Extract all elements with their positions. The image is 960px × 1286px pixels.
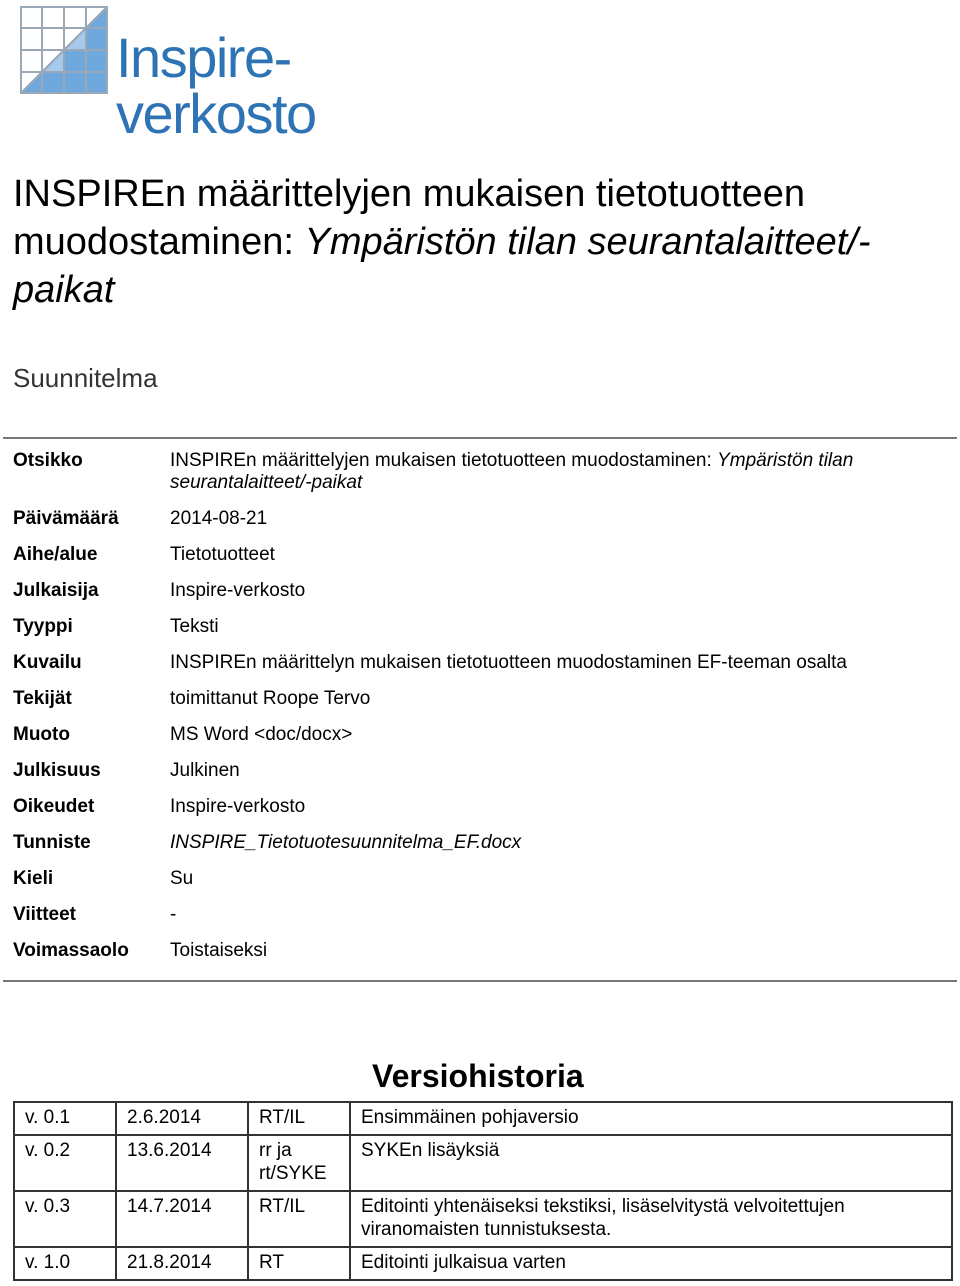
version-cell: v. 0.3 <box>14 1191 116 1247</box>
metadata-key: Kuvailu <box>13 652 82 673</box>
metadata-row-paivamaara <box>13 508 933 530</box>
author-cell: rr ja rt/SYKE <box>248 1135 350 1191</box>
metadata-key: Julkisuus <box>13 760 101 781</box>
title-regular: INSPIREn määrittelyjen mukaisen tietotuotteen muodostaminen: <box>13 173 806 263</box>
metadata-value-italic: INSPIRE_Tietotuotesuunnitelma_EF.docx <box>170 832 522 853</box>
table-row <box>14 1102 952 1135</box>
grid-logo-icon <box>20 6 112 94</box>
version-cell: v. 0.2 <box>14 1135 116 1191</box>
metadata-row-voimassaolo <box>13 940 933 962</box>
metadata-row-tunniste <box>13 832 933 854</box>
document-title <box>13 170 943 314</box>
author-cell: RT <box>248 1247 350 1280</box>
version-cell: v. 1.0 <box>14 1247 116 1280</box>
description-cell: Ensimmäinen pohjaversio <box>350 1102 952 1135</box>
metadata-value: Teksti <box>170 616 219 637</box>
metadata-key: Kieli <box>13 868 54 889</box>
author-cell: RT/IL <box>248 1102 350 1135</box>
metadata-key: Tekijät <box>13 688 72 709</box>
metadata-row-tyyppi <box>13 616 933 638</box>
metadata-row-kieli <box>13 868 933 890</box>
metadata-row-julkaisija <box>13 580 933 602</box>
metadata-value: Inspire-verkosto <box>170 796 306 817</box>
metadata-key: Päivämäärä <box>13 508 119 529</box>
metadata-key: Muoto <box>13 724 70 745</box>
table-row <box>14 1191 952 1247</box>
metadata-row-otsikko <box>13 450 933 494</box>
metadata-value-italic: Ympäristön tilan seurantalaitteet/-paikat <box>170 450 854 493</box>
metadata-bottom-rule <box>3 980 957 982</box>
metadata-top-rule <box>3 437 957 439</box>
date-cell: 14.7.2014 <box>116 1191 248 1247</box>
metadata-value: Tietotuotteet <box>170 544 275 565</box>
metadata-row-aihe <box>13 544 933 566</box>
metadata-table <box>13 450 933 976</box>
metadata-key: Oikeudet <box>13 796 95 817</box>
version-history-title: Versiohistoria <box>372 1058 584 1094</box>
metadata-value: toimittanut Roope Tervo <box>170 688 371 709</box>
metadata-key: Aihe/alue <box>13 544 98 565</box>
date-cell: 13.6.2014 <box>116 1135 248 1191</box>
metadata-value <box>170 832 933 854</box>
table-row <box>14 1135 952 1191</box>
metadata-key: Otsikko <box>13 450 83 471</box>
metadata-value: INSPIREn määrittelyn mukaisen tietotuotteen muodostaminen EF-teeman osalta <box>170 652 847 673</box>
description-cell: Editointi julkaisua varten <box>350 1247 952 1280</box>
metadata-value <box>170 450 933 494</box>
date-cell: 21.8.2014 <box>116 1247 248 1280</box>
metadata-row-kuvailu <box>13 652 933 674</box>
metadata-key: Voimassaolo <box>13 940 129 961</box>
version-cell: v. 0.1 <box>14 1102 116 1135</box>
metadata-row-oikeudet <box>13 796 933 818</box>
logo-text: Inspire-verkosto <box>116 26 316 145</box>
metadata-value: Toistaiseksi <box>170 940 268 961</box>
metadata-key: Tyyppi <box>13 616 73 637</box>
metadata-row-viitteet <box>13 904 933 926</box>
metadata-key: Viitteet <box>13 904 77 925</box>
metadata-value: Inspire-verkosto <box>170 580 306 601</box>
metadata-row-tekijat <box>13 688 933 710</box>
metadata-row-muoto <box>13 724 933 746</box>
version-history-table <box>13 1101 953 1281</box>
title-italic: Ympäristön tilan seurantalaitteet/-paikat <box>13 221 871 311</box>
metadata-value: 2014-08-21 <box>170 508 268 529</box>
metadata-value: Julkinen <box>170 760 240 781</box>
author-cell: RT/IL <box>248 1191 350 1247</box>
metadata-value-text: INSPIREn määrittelyjen mukaisen tietotuotteen muodostaminen: <box>170 450 718 471</box>
metadata-value: MS Word <doc/docx> <box>170 724 353 745</box>
table-row <box>14 1247 952 1280</box>
metadata-value: Su <box>170 868 194 889</box>
metadata-value: - <box>170 904 177 925</box>
document-subtitle: Suunnitelma <box>13 363 158 393</box>
description-cell: SYKEn lisäyksiä <box>350 1135 952 1191</box>
description-cell: Editointi yhtenäiseksi tekstiksi, lisäselvitystä velvoitettujen viranomaisten tunnistuksesta. <box>350 1191 952 1247</box>
metadata-key: Julkaisija <box>13 580 99 601</box>
metadata-row-julkisuus <box>13 760 933 782</box>
metadata-key: Tunniste <box>13 832 91 853</box>
inspire-verkosto-logo <box>20 6 480 145</box>
date-cell: 2.6.2014 <box>116 1102 248 1135</box>
